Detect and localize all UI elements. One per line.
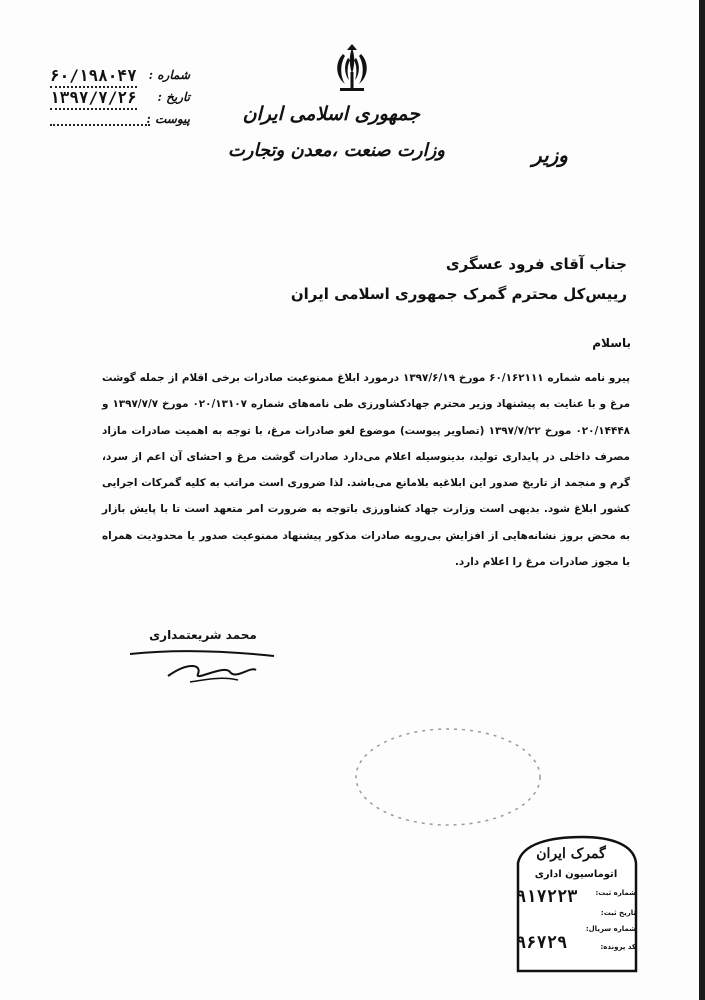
date-value: ۱۳۹۷/۷/۲۶ <box>50 88 137 110</box>
faint-seal-outline-icon <box>350 724 546 830</box>
attachment-row <box>50 110 190 130</box>
stamp-reg-label: شماره ثبت: <box>595 889 636 897</box>
handwritten-signature-icon <box>128 646 278 686</box>
number-row <box>50 66 190 86</box>
stamp-subtitle: اتوماسیون اداری <box>534 869 618 880</box>
stamp-serial-value: ۹۶۷۲۹ <box>516 933 568 953</box>
greeting: باسلام <box>592 336 631 350</box>
date-label: تاریخ : <box>157 90 190 104</box>
letter-meta <box>50 66 190 132</box>
customs-stamp <box>512 833 640 973</box>
stamp-title: گمرک ایران <box>536 846 606 862</box>
number-label: شماره : <box>148 68 190 82</box>
number-value: ۶۰/۱۹۸۰۴۷ <box>50 66 137 88</box>
scan-edge <box>699 0 705 1000</box>
minister-title: وزیر <box>532 143 568 167</box>
attachment-label: پیوست : <box>146 112 190 126</box>
signer-name: محمد شریعتمداری <box>149 628 257 642</box>
iran-emblem-icon <box>327 44 377 100</box>
letter-body: پیرو نامه شماره ۶۰/۱۶۲۱۱۱ مورخ ۱۳۹۷/۶/۱۹ درمورد ابلاغ ممنوعیت صادرات برخی اقلام از جمله گوشت مرغ و با عنایت به پیشنهاد وزیر محترم جهادکشاورزی طی نامه‌های شماره ۰۲۰/۱۳۱۰۷ مورخ ۱۳۹۷/۷/۷ و ۰۲۰/۱۴۴۴۸ مورخ ۱۳۹۷/۷/۲۲ (تصاویر پیوست) موضوع لغو صادرات مرغ، با توجه به اهمیت صادرات مازاد مصرف داخلی در پایداری تولید، بدینوسیله اعلام می‌دارد صادرات گوشت مرغ و احشای آن اعم از سرد، گرم و منجمد از تاریخ صدور این ابلاغیه بلامانع می‌باشد. لذا ضروری است مراتب به کلیه گمرکات اجرایی کشور ابلاغ شود. بدیهی است وزارت جهاد کشاورزی باتوجه به ضرورت امر متعهد است تا با پایش بازار به محض بروز نشانه‌هایی از افزایش بی‌رویه صادرات مذکور پیشنهاد ممنوعیت صدور یا محدودیت همراه با مجوز صادرات مرغ را اعلام دارد. <box>102 372 631 569</box>
recipient-title: رییس‌کل محترم گمرک جمهوری اسلامی ایران <box>290 285 627 303</box>
stamp-serial-label: شماره سریال: <box>585 925 636 933</box>
attachment-line <box>50 124 150 126</box>
date-row <box>50 88 190 108</box>
stamp-code-label: کد پرونده: <box>600 943 636 951</box>
stamp-date-label: تاریخ ثبت: <box>600 909 636 917</box>
recipient-name: جناب آقای فرود عسگری <box>445 255 627 273</box>
republic-title: جمهوری اسلامی ایران <box>242 103 420 125</box>
stamp-reg-value: ۹۱۷۲۲۳ <box>516 887 578 907</box>
ministry-title: وزارت صنعت ،معدن وتجارت <box>227 140 445 161</box>
